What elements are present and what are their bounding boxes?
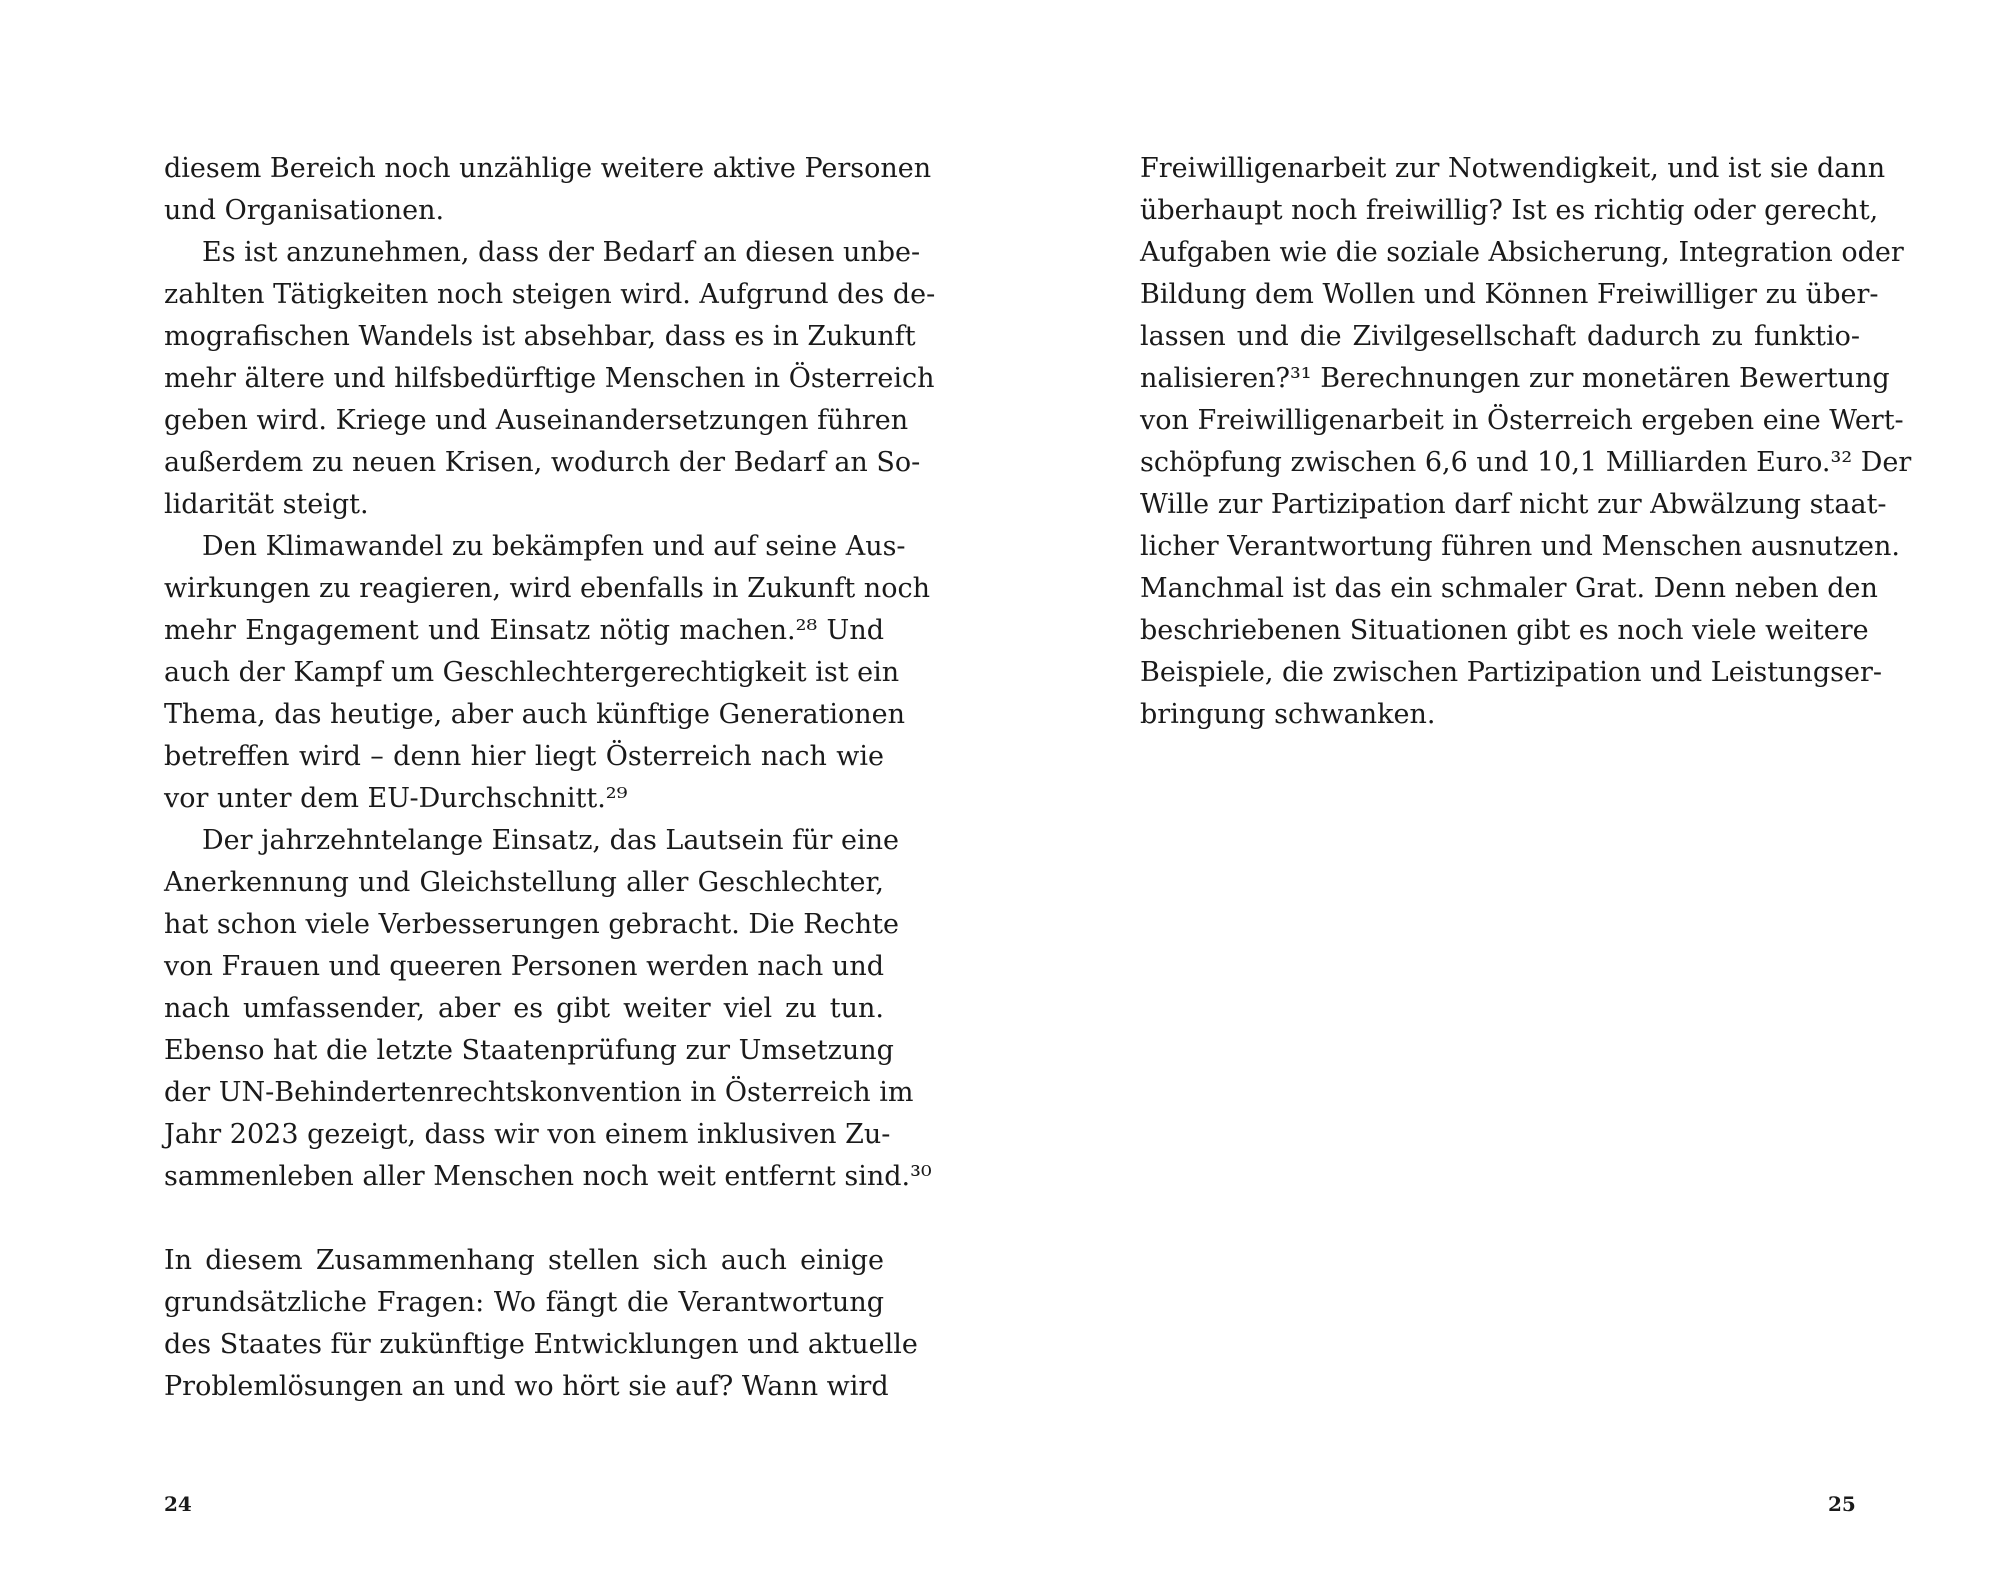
text-line: zahlten Tätigkeiten noch steigen wird. Aufgrund des de- bbox=[164, 279, 936, 310]
text-line: und Organisationen. bbox=[164, 195, 445, 226]
left-page-body bbox=[164, 148, 936, 1408]
text-line: Manchmal ist das ein schmaler Grat. Denn neben den bbox=[1140, 573, 1878, 604]
text-line: Jahr 2023 gezeigt, dass wir von einem inklusiven Zu- bbox=[164, 1119, 891, 1150]
text-line: vor unter dem EU-Durchschnitt.²⁹ bbox=[164, 783, 628, 814]
right-page-body bbox=[1140, 148, 1912, 736]
text-line: betreffen wird – denn hier liegt Österreich nach wie bbox=[164, 741, 884, 772]
text-line: wirkungen zu reagieren, wird ebenfalls in Zukunft noch bbox=[164, 573, 930, 604]
text-line: Freiwilligenarbeit zur Notwendigkeit, und ist sie dann bbox=[1140, 153, 1886, 184]
text-line: geben wird. Kriege und Auseinandersetzungen führen bbox=[164, 405, 909, 436]
text-line: diesem Bereich noch unzählige weitere aktive Personen bbox=[164, 153, 932, 184]
text-line: Thema, das heutige, aber auch künftige Generationen bbox=[164, 699, 906, 730]
text-line: des Staates für zukünftige Entwicklungen und aktuelle bbox=[164, 1329, 918, 1360]
text-line: nalisieren?³¹ Berechnungen zur monetären Bewertung bbox=[1140, 363, 1890, 394]
text-line: hat schon viele Verbesserungen gebracht. Die Rechte bbox=[164, 909, 899, 940]
right-page bbox=[1000, 0, 2000, 1592]
text-line: Der jahrzehntelange Einsatz, das Lautsein für eine bbox=[202, 825, 899, 856]
text-line: von Frauen und queeren Personen werden nach und bbox=[164, 951, 884, 982]
text-line: licher Verantwortung führen und Menschen ausnutzen. bbox=[1140, 531, 1901, 562]
text-line: der UN-Behindertenrechtskonvention in Österreich im bbox=[164, 1077, 914, 1108]
text-line: bringung schwanken. bbox=[1140, 699, 1436, 730]
text-line: grundsätzliche Fragen: Wo fängt die Verantwortung bbox=[164, 1287, 884, 1318]
text-line: schöpfung zwischen 6,6 und 10,1 Milliarden Euro.³² Der bbox=[1140, 447, 1912, 478]
text-line: sammenleben aller Menschen noch weit entfernt sind.³⁰ bbox=[164, 1161, 932, 1192]
text-line: überhaupt noch freiwillig? Ist es richtig oder gerecht, bbox=[1140, 195, 1879, 226]
text-line: Ebenso hat die letzte Staatenprüfung zur Umsetzung bbox=[164, 1035, 894, 1066]
text-line: lidarität steigt. bbox=[164, 489, 369, 520]
page-number-left: 24 bbox=[164, 1492, 192, 1516]
section-gap bbox=[164, 1198, 884, 1240]
text-line: In diesem Zusammenhang stellen sich auch einige bbox=[164, 1245, 884, 1276]
text-line: beschriebenen Situationen gibt es noch viele weitere bbox=[1140, 615, 1869, 646]
text-line: außerdem zu neuen Krisen, wodurch der Bedarf an So- bbox=[164, 447, 921, 478]
text-line: Es ist anzunehmen, dass der Bedarf an diesen unbe- bbox=[202, 237, 921, 268]
text-line: von Freiwilligenarbeit in Österreich ergeben eine Wert- bbox=[1140, 405, 1904, 436]
page-number-right: 25 bbox=[1828, 1492, 1856, 1516]
text-line: Wille zur Partizipation darf nicht zur Abwälzung staat- bbox=[1140, 489, 1887, 520]
text-line: auch der Kampf um Geschlechtergerechtigkeit ist ein bbox=[164, 657, 900, 688]
text-line: Bildung dem Wollen und Können Freiwilliger zu über- bbox=[1140, 279, 1879, 310]
text-line: Aufgaben wie die soziale Absicherung, Integration oder bbox=[1140, 237, 1904, 268]
text-line: Problemlösungen an und wo hört sie auf? Wann wird bbox=[164, 1371, 889, 1402]
text-line: mehr Engagement und Einsatz nötig machen.²⁸ Und bbox=[164, 615, 884, 646]
text-line: mehr ältere und hilfsbedürftige Menschen in Österreich bbox=[164, 363, 935, 394]
text-line: nach umfassender, aber es gibt weiter viel zu tun. bbox=[164, 993, 884, 1024]
text-line: Anerkennung und Gleichstellung aller Geschlechter, bbox=[164, 867, 884, 898]
text-line: mografischen Wandels ist absehbar, dass es in Zukunft bbox=[164, 321, 916, 352]
text-line: lassen und die Zivilgesellschaft dadurch zu funktio- bbox=[1140, 321, 1860, 352]
text-line: Den Klimawandel zu bekämpfen und auf seine Aus- bbox=[202, 531, 906, 562]
text-line: Beispiele, die zwischen Partizipation und Leistungser- bbox=[1140, 657, 1882, 688]
